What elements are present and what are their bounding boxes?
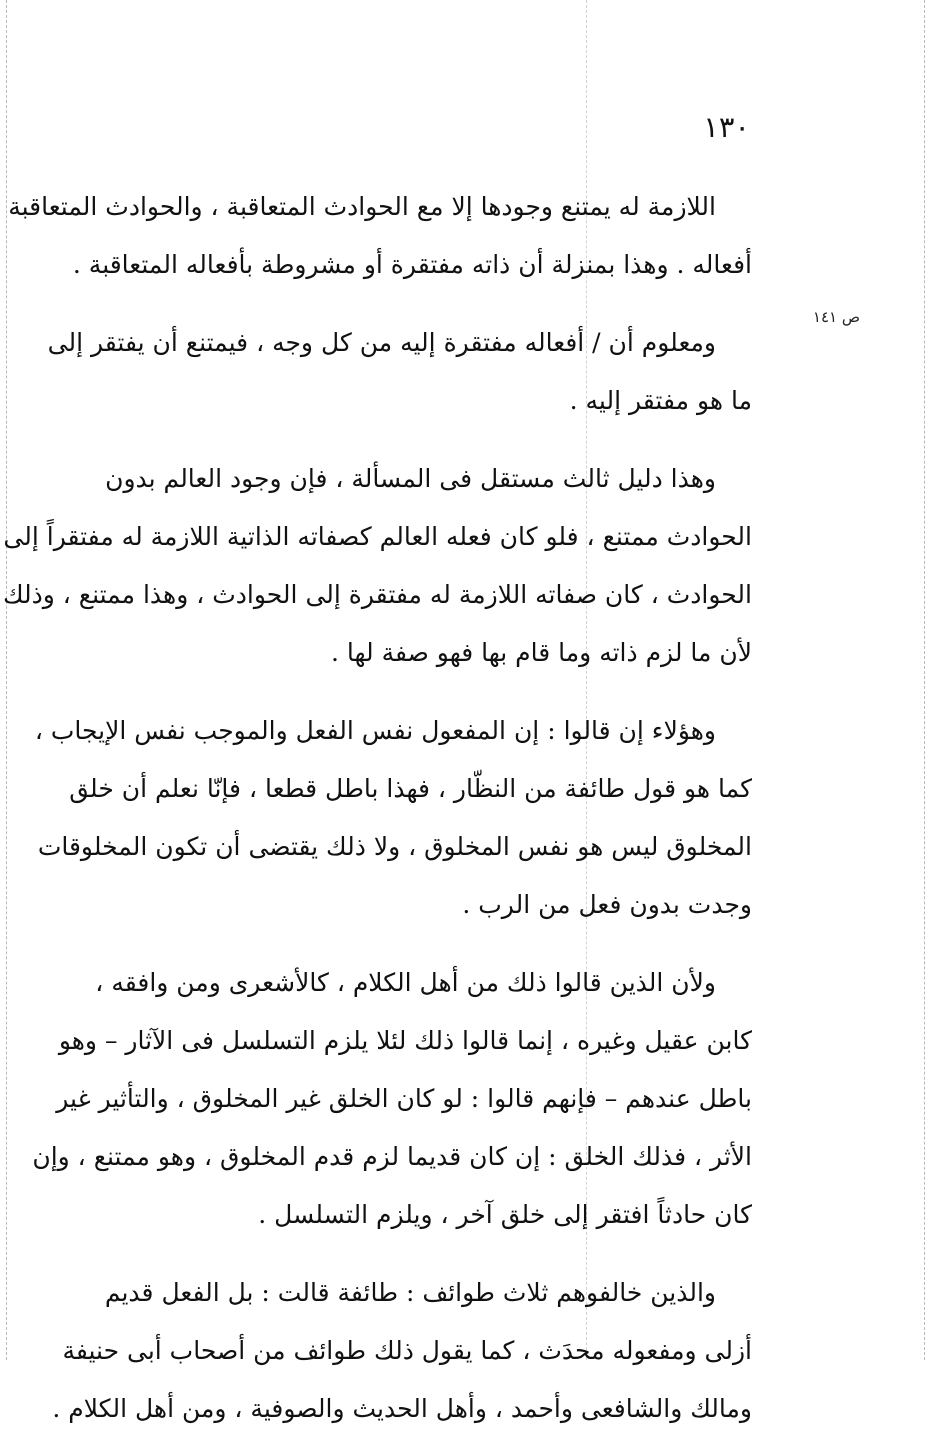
text-line: المخلوق ليس هو نفس المخلوق ، ولا ذلك يقتضى أن تكون المخلوقات [37, 832, 752, 861]
margin-page-reference: ص ١٤١ [812, 308, 860, 326]
text-line: الحوادث ممتنع ، فلو كان فعله العالم كصفاته الذاتية اللازمة له مفتقراً إلى [3, 522, 752, 551]
text-line: كان حادثاً افتقر إلى خلق آخر ، ويلزم التسلسل . [258, 1200, 752, 1229]
text-line: ولأن الذين قالوا ذلك من أهل الكلام ، كالأشعرى ومن وافقه ، [95, 968, 716, 997]
text-line: وجدت بدون فعل من الرب . [462, 890, 752, 919]
text-line: اللازمة له يمتنع وجودها إلا مع الحوادث المتعاقبة ، والحوادث المتعاقبة [8, 192, 716, 221]
text-line: ومالك والشافعى وأحمد ، وأهل الحديث والصوفية ، ومن أهل الكلام . [52, 1394, 752, 1423]
paragraph-6 [52, 1264, 752, 1438]
text-line: الأثر ، فذلك الخلق : إن كان قديما لزم قدم المخلوق ، وهو ممتنع ، وإن [32, 1142, 752, 1171]
paragraph-3 [2, 450, 752, 682]
page-number: ١٣٠ [703, 110, 750, 144]
text-line: كما هو قول طائفة من النظّار ، فهذا باطل قطعا ، فإنّا نعلم أن خلق [69, 774, 752, 803]
text-line: كابن عقيل وغيره ، إنما قالوا ذلك لئلا يلزم التسلسل فى الآثار – وهو [58, 1026, 752, 1055]
text-line: والذين خالفوهم ثلاث طوائف : طائفة قالت : بل الفعل قديم [104, 1278, 716, 1307]
text-line: وهذا دليل ثالث مستقل فى المسألة ، فإن وجود العالم بدون [105, 464, 716, 493]
paragraph-2 [47, 314, 752, 430]
text-line: لأن ما لزم ذاته وما قام بها فهو صفة لها . [330, 638, 752, 667]
right-margin-guide [924, 0, 925, 1360]
text-line: وهؤلاء إن قالوا : إن المفعول نفس الفعل والموجب نفس الإيجاب ، [34, 716, 716, 745]
left-margin-guide [6, 0, 7, 1360]
text-line: ومعلوم أن / أفعاله مفتقرة إليه من كل وجه ، فيمتنع أن يفتقر إلى [47, 328, 716, 357]
text-line: أفعاله . وهذا بمنزلة أن ذاته مفتقرة أو مشروطة بأفعاله المتعاقبة . [72, 250, 752, 279]
text-line: ما هو مفتقر إليه . [569, 386, 752, 415]
paragraph-5 [32, 954, 752, 1244]
text-line: الحوادث ، كان صفاته اللازمة له مفتقرة إلى الحوادث ، وهذا ممتنع ، وذلك [2, 580, 752, 609]
paragraph-4 [34, 702, 752, 934]
text-line: أزلى ومفعوله محدَث ، كما يقول ذلك طوائف من أصحاب أبى حنيفة [62, 1336, 752, 1365]
paragraph-1 [8, 178, 752, 294]
text-line: باطل عندهم – فإنهم قالوا : لو كان الخلق غير المخلوق ، والتأثير غير [56, 1084, 752, 1113]
body-text [2, 178, 752, 1438]
